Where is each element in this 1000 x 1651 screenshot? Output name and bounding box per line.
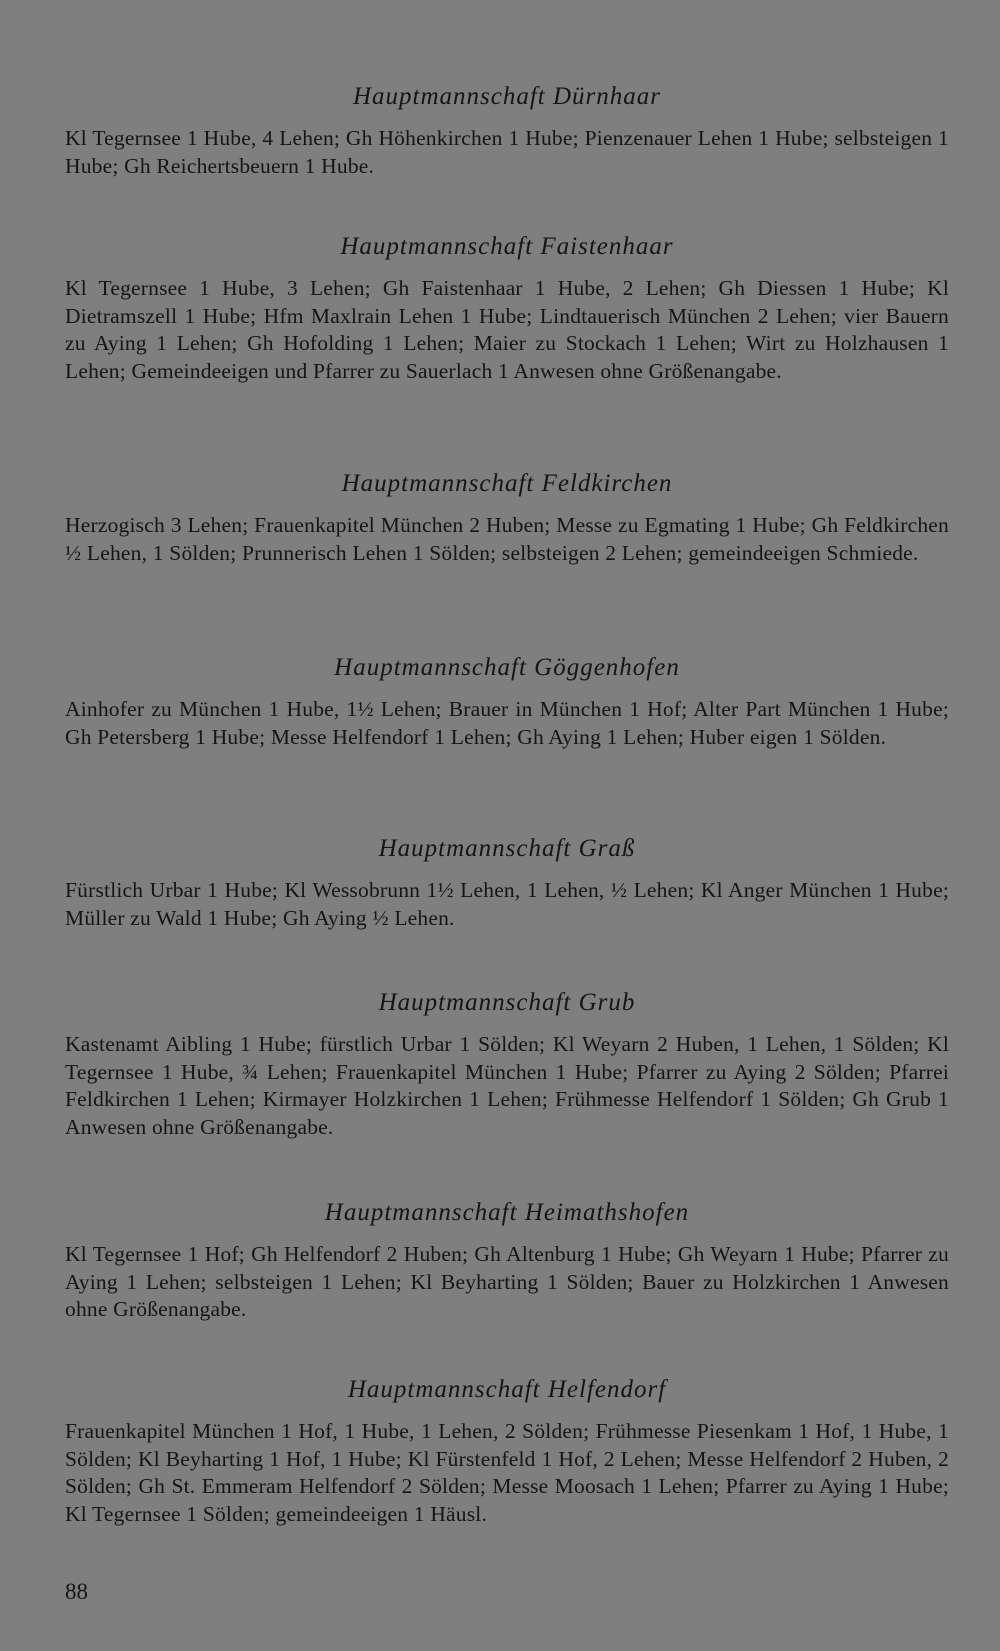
section-heading: Hauptmannschaft Faistenhaar xyxy=(340,233,674,260)
section-grass xyxy=(65,834,949,932)
section-heading: Hauptmannschaft Göggenhofen xyxy=(334,654,680,681)
section-text: Fürstlich Urbar 1 Hube; Kl Wessobrunn 1½ Lehen, 1 Lehen, ½ Lehen; Kl Anger München 1 Hube; Müller zu Wald 1 Hube; Gh Aying ½ Lehen. xyxy=(65,878,949,930)
section-text: Kl Tegernsee 1 Hube, 4 Lehen; Gh Höhenkirchen 1 Hube; Pienzenauer Lehen 1 Hube; selbsteigen 1 Hube; Gh Reichertsbeuern 1 Hube. xyxy=(65,126,949,178)
page-number: 88 xyxy=(65,1579,88,1604)
section-heading: Hauptmannschaft Graß xyxy=(378,835,636,862)
section-text: Kl Tegernsee 1 Hube, 3 Lehen; Gh Faistenhaar 1 Hube, 2 Lehen; Gh Diessen 1 Hube; Kl Dietramszell 1 Hube; Hfm Maxlrain Lehen 1 Hube; Lindtauerisch München 2 Lehen; vier Bauern zu Aying 1 Lehen; Gh Hofolding 1 Lehen; Maier zu Stockach 1 Lehen; Wirt zu Holzhausen 1 Lehen; Gemeindeeigen und Pfarrer zu Sauerlach 1 Anwesen ohne Größenangabe. xyxy=(65,276,949,383)
section-faistenhaar xyxy=(65,232,949,385)
section-goeggenhofen xyxy=(65,653,949,751)
section-text: Kastenamt Aibling 1 Hube; fürstlich Urbar 1 Sölden; Kl Weyarn 2 Huben, 1 Lehen, 1 Sölden; Kl Tegernsee 1 Hube, ¾ Lehen; Frauenkapitel München 1 Hube; Pfarrer zu Aying 2 Sölden; Pfarrei Feldkirchen 1 Lehen; Kirmayer Holzkirchen 1 Lehen; Frühmesse Helfendorf 1 Sölden; Gh Grub 1 Anwesen ohne Größenangabe. xyxy=(65,1032,949,1139)
section-heading: Hauptmannschaft Feldkirchen xyxy=(341,470,673,497)
section-helfendorf xyxy=(65,1375,949,1528)
section-text: Kl Tegernsee 1 Hof; Gh Helfendorf 2 Huben; Gh Altenburg 1 Hube; Gh Weyarn 1 Hube; Pfarrer zu Aying 1 Lehen; selbsteigen 1 Lehen; Kl Beyharting 1 Sölden; Bauer zu Holzkirchen 1 Anwesen ohne Größenangabe. xyxy=(65,1242,949,1321)
section-heading: Hauptmannschaft Dürnhaar xyxy=(352,83,662,110)
document-page xyxy=(65,0,949,1651)
section-heading: Hauptmannschaft Grub xyxy=(378,989,636,1016)
section-duernhaar xyxy=(65,82,949,180)
section-heimathshofen xyxy=(65,1198,949,1324)
section-text: Ainhofer zu München 1 Hube, 1½ Lehen; Brauer in München 1 Hof; Alter Part München 1 Hube; Gh Petersberg 1 Hube; Messe Helfendorf 1 Lehen; Gh Aying 1 Lehen; Huber eigen 1 Sölden. xyxy=(65,697,949,749)
section-grub xyxy=(65,988,949,1141)
section-feldkirchen xyxy=(65,469,949,567)
section-heading: Hauptmannschaft Helfendorf xyxy=(347,1376,667,1403)
section-text: Herzogisch 3 Lehen; Frauenkapitel München 2 Huben; Messe zu Egmating 1 Hube; Gh Feldkirchen ½ Lehen, 1 Sölden; Prunnerisch Lehen 1 Sölden; selbsteigen 2 Lehen; gemeindeeigen Schmiede. xyxy=(65,513,949,565)
section-text: Frauenkapitel München 1 Hof, 1 Hube, 1 Lehen, 2 Sölden; Frühmesse Piesenkam 1 Hof, 1 Hube, 1 Sölden; Kl Beyharting 1 Hof, 1 Hube; Kl Fürstenfeld 1 Hof, 2 Lehen; Messe Helfendorf 2 Huben, 2 Sölden; Gh St. Emmeram Helfendorf 2 Sölden; Messe Moosach 1 Lehen; Pfarrer zu Aying 1 Hube; Kl Tegernsee 1 Sölden; gemeindeeigen 1 Häusl. xyxy=(65,1419,949,1526)
section-heading: Hauptmannschaft Heimathshofen xyxy=(324,1199,690,1226)
